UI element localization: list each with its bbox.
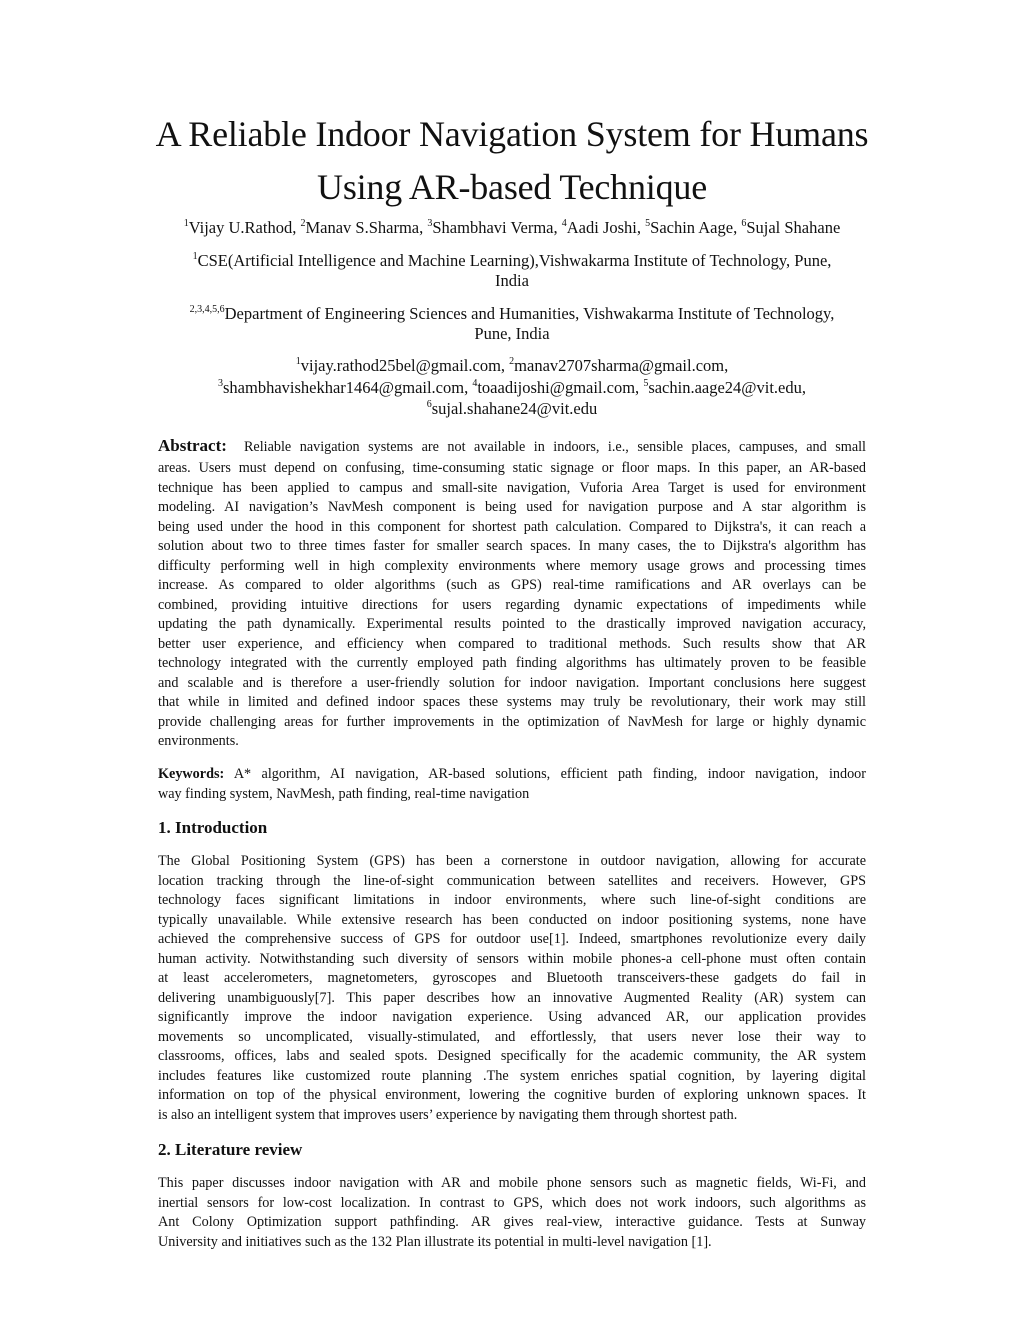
abstract-text: Reliable navigation systems are not available in indoors, i.e., sensible places, campuses, and small	[243, 439, 866, 455]
abstract-line: and scalable and is therefore a user-friendly solution for indoor navigation. Important conclusions here suggest	[158, 674, 866, 691]
author-name: Aadi Joshi,	[566, 218, 642, 237]
email-line-1	[150, 356, 874, 376]
introduction-line: typically unavailable. While extensive research has been conducted on indoor positioning systems, none have	[158, 911, 866, 928]
email-link[interactable]: sachin.aage24@vit.edu,	[648, 378, 806, 397]
abstract-line: modeling. AI navigation’s NavMesh component is being used for navigation purpose and A star algorithm is	[158, 499, 866, 515]
paper-title-line-1: A Reliable Indoor Navigation System for Humans	[155, 114, 869, 154]
email-link[interactable]: shambhavishekhar1464@gmail.com,	[222, 378, 469, 397]
affiliation-1-line-2: India	[495, 271, 529, 290]
keywords-line: way finding system, NavMesh, path finding, real-time navigation	[158, 785, 530, 802]
introduction-line: information on top of the physical environment, lowering the cognitive burden of exploring unknown spaces. It	[158, 1087, 866, 1103]
introduction-line: classrooms, offices, labs and sealed spots. Designed specifically for the academic community, the AR system	[158, 1048, 866, 1064]
affiliation-2-line-2: Pune, India	[474, 324, 550, 343]
author-sup: 4	[561, 218, 567, 229]
abstract-line: difficulty performing well in high complexity environments where memory usage grows and processing times	[158, 557, 866, 574]
email-sup: 6	[426, 399, 432, 410]
literature-review-line: Ant Colony Optimization support pathfinding. AR gives real-view, interactive guidance. Tests at Sunway	[158, 1214, 866, 1230]
literature-review-line: This paper discusses indoor navigation with AR and mobile phone sensors such as magnetic fields, Wi-Fi, and	[158, 1175, 866, 1191]
introduction-line: achieved the comprehensive success of GPS for outdoor use[1]. Indeed, smartphones revolutionize every daily	[158, 931, 866, 947]
abstract-label: Abstract:	[158, 436, 227, 455]
introduction-line: includes features like customized route planning .The system enriches spatial cognition, by layering digital	[158, 1067, 866, 1084]
author-list	[150, 218, 874, 238]
author-name: Vijay U.Rathod,	[188, 218, 297, 237]
email-sup: 5	[643, 378, 649, 389]
abstract-line: that while in limited and defined indoor spaces these systems may truly be revolutionary, their work may still	[158, 694, 866, 710]
introduction-line: The Global Positioning System (GPS) has been a cornerstone in outdoor navigation, allowing for accurate	[158, 853, 866, 869]
author-name: Sachin Aage,	[650, 218, 738, 237]
abstract-line: areas. Users must depend on confusing, time-consuming static signage or floor maps. In this paper, an AR-based	[158, 460, 866, 476]
abstract-line: better user experience, and efficiency when compared to traditional methods. Such results show that AR	[158, 635, 866, 652]
abstract-line: being used under the hood in this component for shortest path calculation. Compared to Dijkstra's, it can reach a	[158, 518, 866, 535]
email-link[interactable]: toaadijoshi@gmail.com,	[477, 378, 640, 397]
affiliation-text: CSE(Artificial Intelligence and Machine Learning),Vishwakarma Institute of Technology, Pune,	[197, 251, 832, 270]
author-sup: 3	[427, 218, 433, 229]
affiliation-1-line-1	[150, 251, 874, 271]
abstract-line	[158, 436, 866, 458]
section-heading-introduction: 1. Introduction	[158, 818, 268, 837]
author-sup: 2	[300, 218, 306, 229]
affiliation-sup: 2,3,4,5,6	[189, 304, 225, 315]
literature-review-line: inertial sensors for low-cost localization. In contrast to GPS, which does not work indoors, such algorithms as	[158, 1194, 866, 1211]
author-name: Manav S.Sharma,	[305, 218, 424, 237]
author-sup: 1	[183, 218, 189, 229]
abstract-line: solution about two to three times faster for smaller search spaces. In many cases, the to Dijkstra's algorithm has	[158, 538, 866, 554]
keywords-line	[158, 765, 866, 785]
introduction-line: technology faces significant limitations in indoor environments, where such line-of-sight conditions are	[158, 892, 866, 908]
affiliation-sup: 1	[192, 251, 198, 262]
abstract-line: combined, providing intuitive directions for users regarding dynamic expectations of impediments while	[158, 596, 866, 613]
introduction-line: location tracking through the line-of-sight communication between satellites and receivers. However, GPS	[158, 872, 866, 889]
email-sup: 3	[217, 378, 223, 389]
email-line-2	[150, 378, 874, 398]
author-name: Sujal Shahane	[746, 218, 841, 237]
email-link[interactable]: manav2707sharma@gmail.com,	[514, 356, 729, 375]
introduction-line: is also an intelligent system that improves users’ experience by navigating them through shortest path.	[158, 1106, 738, 1123]
abstract-line: technology integrated with the currently employed path finding algorithms has ultimately proven to be feasible	[158, 655, 866, 671]
paper-title-line-2: Using AR-based Technique	[317, 167, 707, 207]
email-link[interactable]: vijay.rathod25bel@gmail.com,	[300, 356, 506, 375]
email-line-3	[150, 399, 874, 419]
literature-review-line: University and initiatives such as the 132 Plan illustrate its potential in multi-level navigation [1].	[158, 1233, 712, 1250]
keywords-text: A* algorithm, AI navigation, AR-based solutions, efficient path finding, indoor navigation, indoor	[233, 766, 866, 782]
introduction-line: at least accelerometers, magnetometers, gyroscopes and Bluetooth transceivers-these gadgets do fail in	[158, 970, 866, 986]
author-sup: 5	[645, 218, 651, 229]
abstract-line: technique has been applied to campus and small-site navigation, Vuforia Area Target is used for environment	[158, 479, 866, 496]
introduction-line: significantly improve the indoor navigation experience. Using advanced AR, our application provides	[158, 1009, 866, 1025]
abstract-line: increase. As compared to older algorithms (such as GPS) real-time ramifications and AR overlays can be	[158, 577, 866, 593]
section-heading-literature-review: 2. Literature review	[158, 1140, 303, 1159]
introduction-line: human activity. Notwithstanding such diversity of sensors within mobile phones-a cell-phone must often contain	[158, 950, 866, 967]
email-sup: 2	[509, 356, 515, 367]
abstract-line: provide challenging areas for further improvements in the optimization of NavMesh for large or highly dynamic	[158, 713, 866, 730]
email-sup: 1	[295, 356, 301, 367]
author-name: Shambhavi Verma,	[432, 218, 558, 237]
email-link[interactable]: sujal.shahane24@vit.edu	[431, 399, 598, 418]
abstract-line: environments.	[158, 733, 239, 749]
introduction-line: delivering unambiguously[7]. This paper describes how an innovative Augmented Reality (AR) system can	[158, 989, 866, 1006]
abstract-line: updating the path dynamically. Experimental results pointed to the drastically improved navigation accuracy,	[158, 616, 866, 632]
affiliation-text: Department of Engineering Sciences and Humanities, Vishwakarma Institute of Technology,	[224, 304, 835, 323]
email-sup: 4	[472, 378, 478, 389]
affiliation-2-line-1	[150, 304, 874, 324]
author-sup: 6	[741, 218, 747, 229]
introduction-line: movements so uncomplicated, visually-stimulated, and effortlessly, that users never lose their way to	[158, 1028, 866, 1045]
keywords-label: Keywords:	[158, 766, 225, 782]
